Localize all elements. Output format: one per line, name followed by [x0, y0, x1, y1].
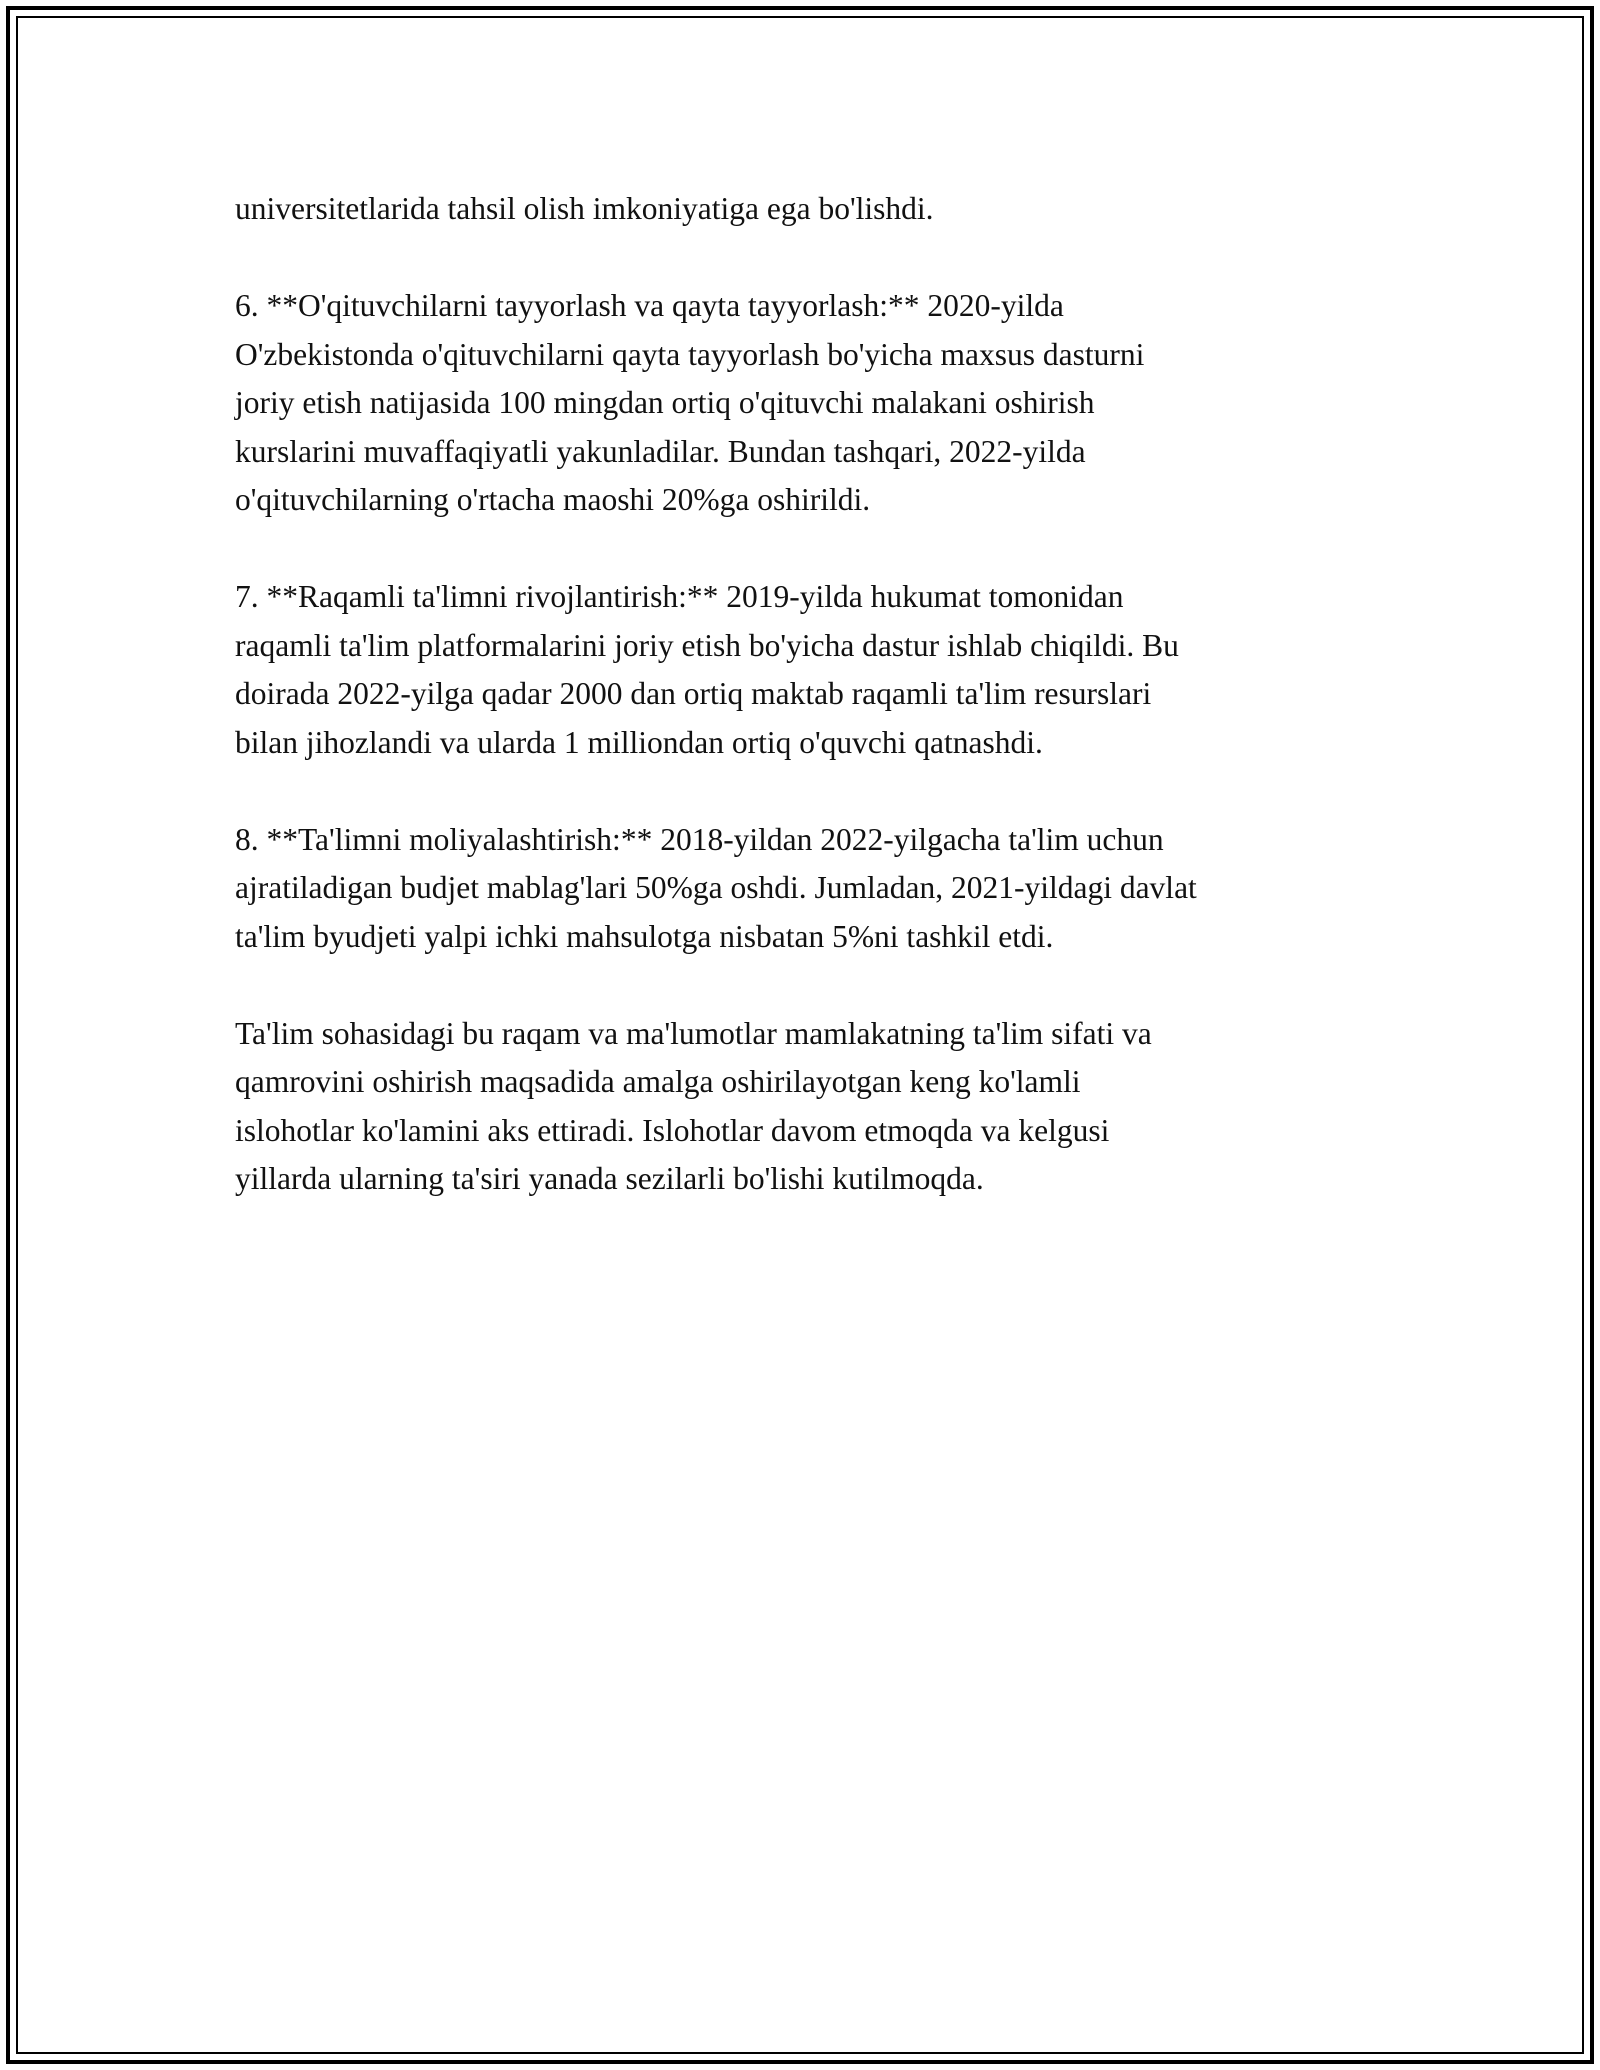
- paragraph-continuation: universitetlarida tahsil olish imkoniyatiga ega bo'lishdi.: [235, 191, 934, 226]
- paragraph-teacher-training: 6. **O'qituvchilarni tayyorlash va qayta tayyorlash:** 2020-yilda O'zbekistonda o'qituvchilarni qayta tayyorlash bo'yicha maxsus dasturni joriy etish natijasida 100 mingdan ortiq o'qituvchi malakani oshirish kurslarini muvaffaqiyatli yakunladilar. Bundan tashqari, 2022-yilda o'qituvchilarning o'rtacha maoshi 20%ga oshirildi.: [235, 288, 1145, 517]
- paragraph-digital-education: 7. **Raqamli ta'limni rivojlantirish:** 2019-yilda hukumat tomonidan raqamli ta'lim platformalarini joriy etish bo'yicha dastur ishlab chiqildi. Bu doirada 2022-yilga qadar 2000 dan ortiq maktab raqamli ta'lim resurslari bilan jihozlandi va ularda 1 milliondan ortiq o'quvchi qatnashdi.: [235, 579, 1179, 760]
- paragraph-education-financing: 8. **Ta'limni moliyalashtirish:** 2018-yildan 2022-yilgacha ta'lim uchun ajratiladigan budjet mablag'lari 50%ga oshdi. Jumladan, 2021-yildagi davlat ta'lim byudjeti yalpi ichki mahsulotga nisbatan 5%ni tashkil etdi.: [235, 821, 1197, 954]
- paragraph-conclusion: Ta'lim sohasidagi bu raqam va ma'lumotlar mamlakatning ta'lim sifati va qamrovini oshirish maqsadida amalga oshirilayotgan keng ko'lamli islohotlar ko'lamini aks ettiradi. Islohotlar davom etmoqda va kelgusi yillarda ularning ta'siri yanada sezilarli bo'lishi kutilmoqda.: [235, 1015, 1152, 1196]
- document-body: [235, 185, 1415, 1252]
